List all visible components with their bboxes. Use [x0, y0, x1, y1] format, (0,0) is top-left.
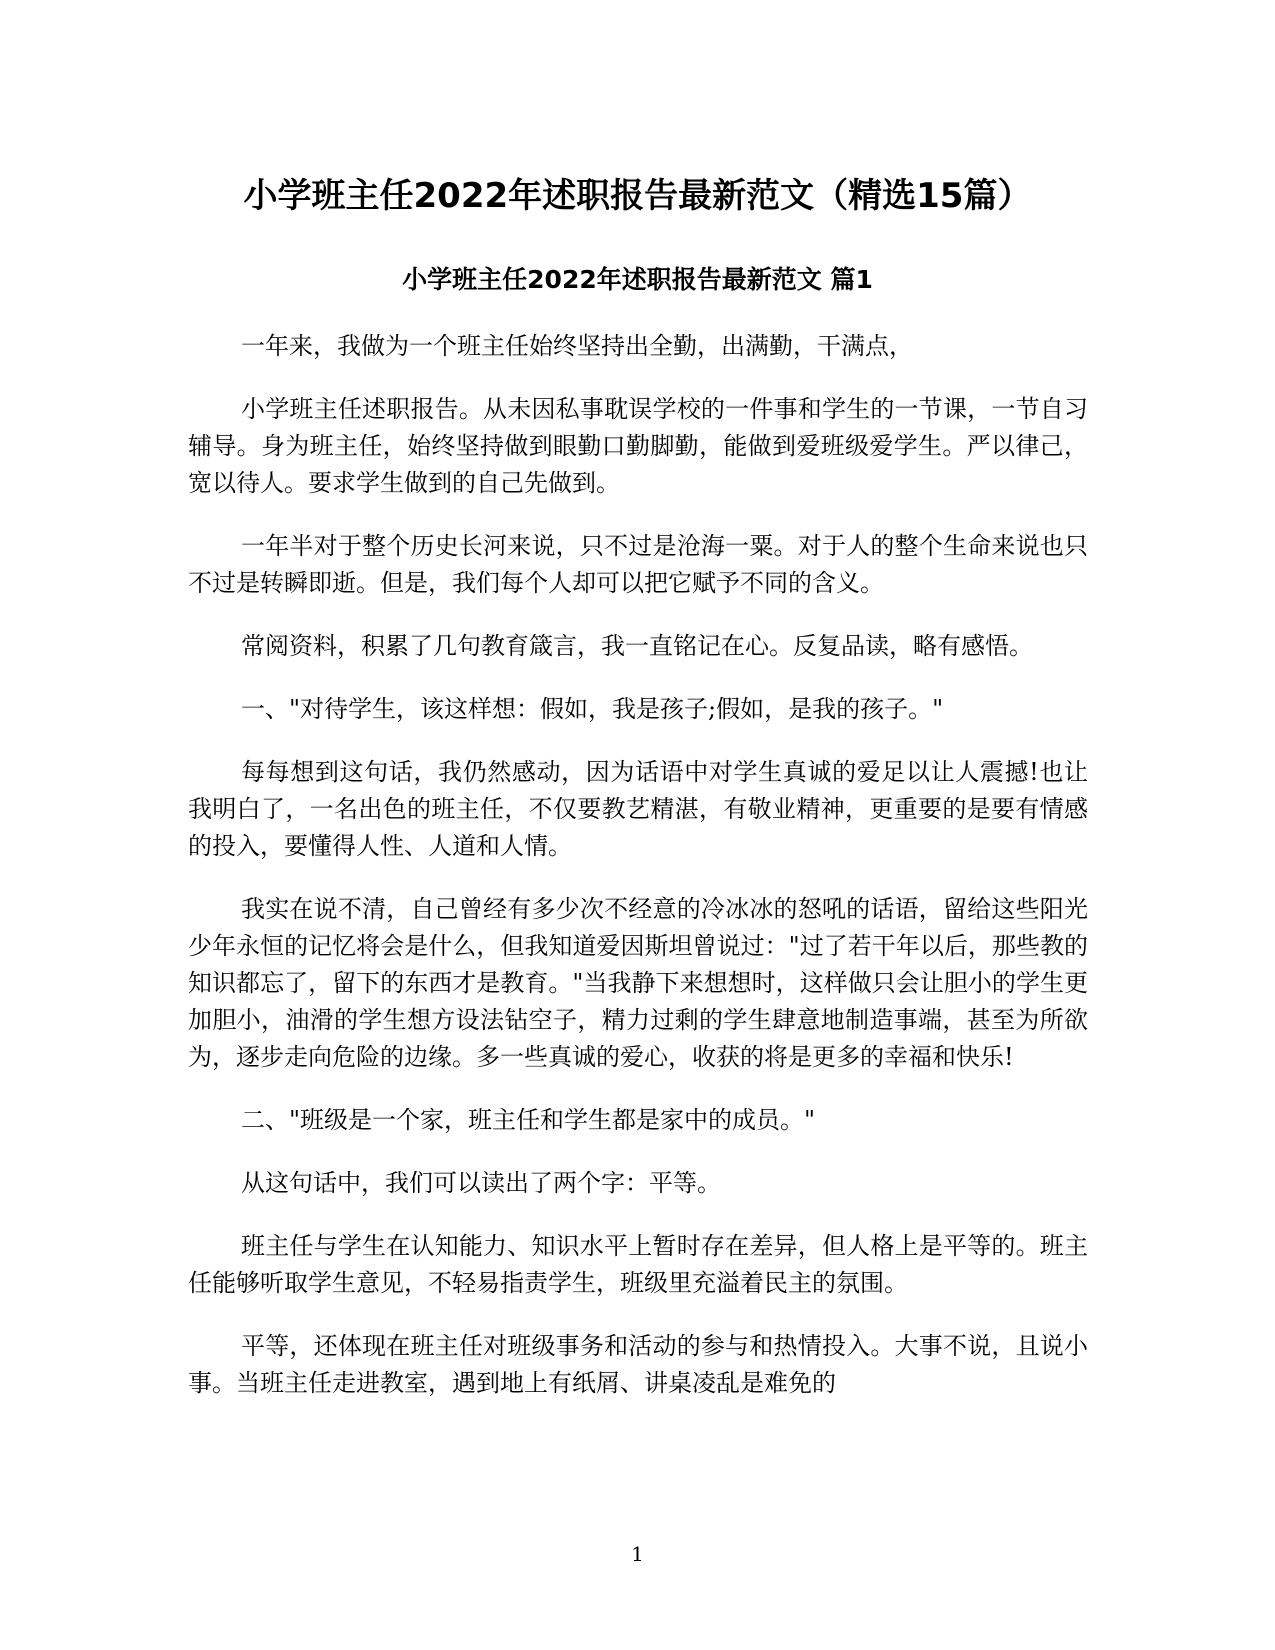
- section-heading: 小学班主任2022年述职报告最新范文 篇1: [402, 265, 873, 294]
- document-title: 小学班主任2022年述职报告最新范文（精选15篇）: [243, 176, 1032, 216]
- paragraph-2: 小学班主任述职报告。从未因私事耽误学校的一件事和学生的一节课，一节自习辅导。身为班主任，始终坚持做到眼勤口勤脚勤，能做到爱班级爱学生。严以律己，宽以待人。要求学生做到的自己先做到。: [188, 395, 1088, 497]
- page-number: 1: [631, 1542, 644, 1566]
- paragraph-5: 一、"对待学生，该这样想：假如，我是孩子;假如，是我的孩子。": [241, 695, 944, 723]
- paragraph-6: 每每想到这句话，我仍然感动，因为话语中对学生真诚的爱足以让人震撼!也让我明白了，一名出色的班主任，不仅要教艺精湛，有敬业精神，更重要的是要有情感的投入，要懂得人性、人道和人情。: [188, 758, 1088, 860]
- paragraph-1: 一年来，我做为一个班主任始终坚持出全勤，出满勤，干满点，: [241, 332, 913, 360]
- document-body: [188, 328, 1088, 1428]
- paragraph-8: 二、"班级是一个家，班主任和学生都是家中的成员。": [241, 1106, 816, 1134]
- paragraph-7: 我实在说不清，自己曾经有多少次不经意的冷冰冰的怒吼的话语，留给这些阳光少年永恒的记忆将会是什么，但我知道爱因斯坦曾说过："过了若干年以后，那些教的知识都忘了，留下的东西才是教育。"当我静下来想想时，这样做只会让胆小的学生更加胆小，油滑的学生想方设法钻空子，精力过剩的学生肆意地制造事端，甚至为所欲为，逐步走向危险的边缘。多一些真诚的爱心，收获的将是更多的幸福和快乐!: [188, 895, 1088, 1071]
- paragraph-3: 一年半对于整个历史长河来说，只不过是沧海一粟。对于人的整个生命来说也只不过是转瞬即逝。但是，我们每个人却可以把它赋予不同的含义。: [188, 532, 1088, 597]
- paragraph-9: 从这句话中，我们可以读出了两个字：平等。: [241, 1169, 721, 1197]
- paragraph-11: 平等，还体现在班主任对班级事务和活动的参与和热情投入。大事不说，且说小事。当班主任走进教室，遇到地上有纸屑、讲桌凌乱是难免的: [188, 1332, 1088, 1397]
- paragraph-10: 班主任与学生在认知能力、知识水平上暂时存在差异，但人格上是平等的。班主任能够听取学生意见，不轻易指责学生，班级里充溢着民主的氛围。: [188, 1232, 1088, 1297]
- paragraph-4: 常阅资料，积累了几句教育箴言，我一直铭记在心。反复品读，略有感悟。: [241, 632, 1033, 660]
